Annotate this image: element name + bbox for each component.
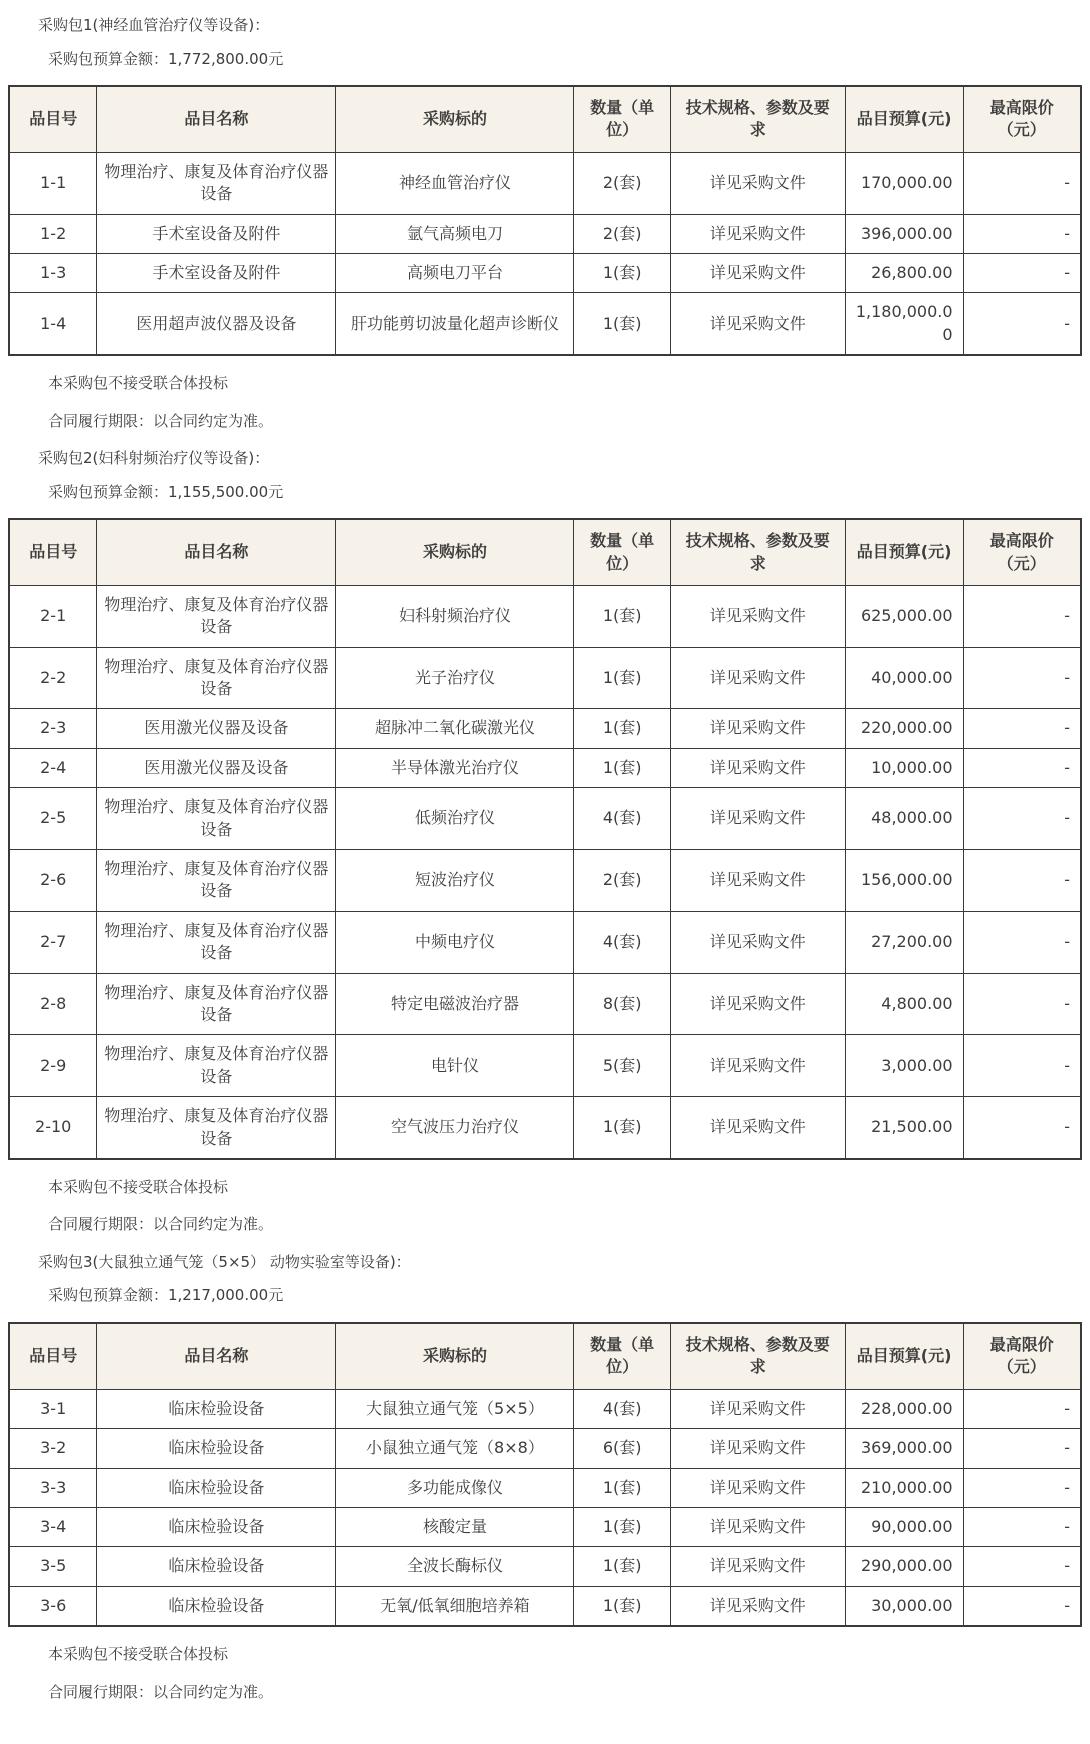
procurement-target-cell: 特定电磁波治疗器 (336, 973, 574, 1035)
tech-spec-cell: 详见采购文件 (670, 585, 845, 647)
item-no-cell: 3-4 (9, 1507, 97, 1546)
column-header: 技术规格、参数及要求 (670, 1323, 845, 1389)
tech-spec-cell: 详见采购文件 (670, 1035, 845, 1097)
item-name-cell: 物理治疗、康复及体育治疗仪器设备 (97, 973, 336, 1035)
table-row (9, 585, 1081, 647)
quantity-cell: 1(套) (574, 253, 670, 292)
tech-spec-cell: 详见采购文件 (670, 850, 845, 912)
table-row (9, 1586, 1081, 1626)
column-header: 技术规格、参数及要求 (670, 519, 845, 585)
tech-spec-cell: 详见采购文件 (670, 293, 845, 355)
table-row (9, 1429, 1081, 1468)
contract-term-note: 合同履行期限：以合同约定为准。 (48, 1682, 274, 1701)
package-section-1 (8, 16, 1082, 431)
column-header: 采购标的 (336, 1323, 574, 1389)
item-budget-cell: 48,000.00 (845, 788, 963, 850)
table-row (9, 253, 1081, 292)
item-no-cell: 3-1 (9, 1389, 97, 1428)
item-no-cell: 3-6 (9, 1586, 97, 1626)
table-row (9, 647, 1081, 709)
item-budget-cell: 228,000.00 (845, 1389, 963, 1428)
procurement-target-cell: 氩气高频电刀 (336, 214, 574, 253)
package-items-table (8, 518, 1082, 1160)
column-header: 品目预算(元) (845, 519, 963, 585)
procurement-target-cell: 电针仪 (336, 1035, 574, 1097)
table-row (9, 788, 1081, 850)
item-name-cell: 物理治疗、康复及体育治疗仪器设备 (97, 585, 336, 647)
max-price-cell: - (963, 1468, 1081, 1507)
item-budget-cell: 4,800.00 (845, 973, 963, 1035)
quantity-cell: 4(套) (574, 1389, 670, 1428)
quantity-cell: 2(套) (574, 850, 670, 912)
item-name-cell: 临床检验设备 (97, 1429, 336, 1468)
column-header: 数量（单位） (574, 1323, 670, 1389)
item-name-cell: 临床检验设备 (97, 1586, 336, 1626)
tech-spec-cell: 详见采购文件 (670, 1389, 845, 1428)
table-row (9, 1507, 1081, 1546)
tech-spec-cell: 详见采购文件 (670, 253, 845, 292)
max-price-cell: - (963, 1547, 1081, 1586)
column-header: 最高限价（元） (963, 519, 1081, 585)
item-budget-cell: 220,000.00 (845, 709, 963, 748)
max-price-cell: - (963, 1429, 1081, 1468)
item-budget-cell: 26,800.00 (845, 253, 963, 292)
quantity-cell: 1(套) (574, 1097, 670, 1159)
procurement-target-cell: 肝功能剪切波量化超声诊断仪 (336, 293, 574, 355)
package-section-2 (8, 449, 1082, 1235)
item-no-cell: 1-4 (9, 293, 97, 355)
header-row (9, 86, 1081, 152)
item-budget-cell: 156,000.00 (845, 850, 963, 912)
no-consortium-note: 本采购包不接受联合体投标 (48, 1645, 229, 1664)
procurement-target-cell: 多功能成像仪 (336, 1468, 574, 1507)
column-header: 技术规格、参数及要求 (670, 86, 845, 152)
package-budget: 采购包预算金额：1,217,000.00元 (48, 1286, 284, 1305)
tech-spec-cell: 详见采购文件 (670, 152, 845, 214)
max-price-cell: - (963, 850, 1081, 912)
column-header: 品目预算(元) (845, 86, 963, 152)
package-items-table (8, 1322, 1082, 1627)
max-price-cell: - (963, 214, 1081, 253)
tech-spec-cell: 详见采购文件 (670, 1097, 845, 1159)
procurement-target-cell: 低频治疗仪 (336, 788, 574, 850)
item-no-cell: 2-5 (9, 788, 97, 850)
tech-spec-cell: 详见采购文件 (670, 647, 845, 709)
quantity-cell: 1(套) (574, 647, 670, 709)
column-header: 采购标的 (336, 86, 574, 152)
item-name-cell: 物理治疗、康复及体育治疗仪器设备 (97, 647, 336, 709)
max-price-cell: - (963, 709, 1081, 748)
max-price-cell: - (963, 748, 1081, 787)
max-price-cell: - (963, 1586, 1081, 1626)
table-row (9, 152, 1081, 214)
package-budget: 采购包预算金额：1,155,500.00元 (48, 482, 284, 501)
column-header: 品目号 (9, 1323, 97, 1389)
column-header: 品目名称 (97, 86, 336, 152)
item-budget-cell: 30,000.00 (845, 1586, 963, 1626)
table-row (9, 1468, 1081, 1507)
procurement-target-cell: 核酸定量 (336, 1507, 574, 1546)
tech-spec-cell: 详见采购文件 (670, 748, 845, 787)
package-section-3 (8, 1253, 1082, 1702)
quantity-cell: 1(套) (574, 293, 670, 355)
max-price-cell: - (963, 293, 1081, 355)
tech-spec-cell: 详见采购文件 (670, 1429, 845, 1468)
column-header: 品目名称 (97, 1323, 336, 1389)
max-price-cell: - (963, 973, 1081, 1035)
item-name-cell: 临床检验设备 (97, 1507, 336, 1546)
quantity-cell: 2(套) (574, 214, 670, 253)
item-budget-cell: 90,000.00 (845, 1507, 963, 1546)
column-header: 品目号 (9, 519, 97, 585)
procurement-target-cell: 神经血管治疗仪 (336, 152, 574, 214)
tech-spec-cell: 详见采购文件 (670, 973, 845, 1035)
procurement-target-cell: 全波长酶标仪 (336, 1547, 574, 1586)
column-header: 品目名称 (97, 519, 336, 585)
item-no-cell: 3-5 (9, 1547, 97, 1586)
max-price-cell: - (963, 253, 1081, 292)
item-budget-cell: 3,000.00 (845, 1035, 963, 1097)
item-name-cell: 物理治疗、康复及体育治疗仪器设备 (97, 911, 336, 973)
max-price-cell: - (963, 788, 1081, 850)
column-header: 品目预算(元) (845, 1323, 963, 1389)
table-row (9, 214, 1081, 253)
procurement-target-cell: 超脉冲二氧化碳激光仪 (336, 709, 574, 748)
package-budget: 采购包预算金额：1,772,800.00元 (48, 49, 284, 68)
procurement-target-cell: 大鼠独立通气笼（5×5） (336, 1389, 574, 1428)
tech-spec-cell: 详见采购文件 (670, 1468, 845, 1507)
column-header: 数量（单位） (574, 86, 670, 152)
procurement-target-cell: 中频电疗仪 (336, 911, 574, 973)
quantity-cell: 1(套) (574, 1507, 670, 1546)
table-row (9, 709, 1081, 748)
item-no-cell: 1-3 (9, 253, 97, 292)
quantity-cell: 5(套) (574, 1035, 670, 1097)
item-name-cell: 物理治疗、康复及体育治疗仪器设备 (97, 850, 336, 912)
quantity-cell: 2(套) (574, 152, 670, 214)
item-no-cell: 1-1 (9, 152, 97, 214)
tech-spec-cell: 详见采购文件 (670, 1507, 845, 1546)
tech-spec-cell: 详见采购文件 (670, 788, 845, 850)
item-name-cell: 物理治疗、康复及体育治疗仪器设备 (97, 1035, 336, 1097)
procurement-target-cell: 无氧/低氧细胞培养箱 (336, 1586, 574, 1626)
item-name-cell: 临床检验设备 (97, 1389, 336, 1428)
item-no-cell: 2-4 (9, 748, 97, 787)
header-row (9, 1323, 1081, 1389)
quantity-cell: 1(套) (574, 585, 670, 647)
table-row (9, 850, 1081, 912)
column-header: 数量（单位） (574, 519, 670, 585)
max-price-cell: - (963, 152, 1081, 214)
table-row (9, 973, 1081, 1035)
max-price-cell: - (963, 585, 1081, 647)
item-name-cell: 医用激光仪器及设备 (97, 748, 336, 787)
table-row (9, 1035, 1081, 1097)
item-budget-cell: 625,000.00 (845, 585, 963, 647)
item-name-cell: 手术室设备及附件 (97, 253, 336, 292)
table-row (9, 911, 1081, 973)
tech-spec-cell: 详见采购文件 (670, 709, 845, 748)
procurement-target-cell: 半导体激光治疗仪 (336, 748, 574, 787)
item-no-cell: 2-3 (9, 709, 97, 748)
table-row (9, 1097, 1081, 1159)
column-header: 最高限价（元） (963, 86, 1081, 152)
tech-spec-cell: 详见采购文件 (670, 214, 845, 253)
table-row (9, 748, 1081, 787)
procurement-target-cell: 小鼠独立通气笼（8×8） (336, 1429, 574, 1468)
item-budget-cell: 396,000.00 (845, 214, 963, 253)
no-consortium-note: 本采购包不接受联合体投标 (48, 374, 229, 393)
package-title: 采购包1(神经血管治疗仪等设备)： (38, 16, 270, 34)
item-budget-cell: 1,180,000.00 (845, 293, 963, 355)
item-no-cell: 2-7 (9, 911, 97, 973)
item-no-cell: 2-10 (9, 1097, 97, 1159)
item-name-cell: 临床检验设备 (97, 1468, 336, 1507)
item-no-cell: 3-3 (9, 1468, 97, 1507)
item-no-cell: 3-2 (9, 1429, 97, 1468)
table-row (9, 293, 1081, 355)
item-name-cell: 物理治疗、康复及体育治疗仪器设备 (97, 788, 336, 850)
quantity-cell: 4(套) (574, 788, 670, 850)
max-price-cell: - (963, 1035, 1081, 1097)
quantity-cell: 1(套) (574, 1547, 670, 1586)
item-budget-cell: 21,500.00 (845, 1097, 963, 1159)
item-budget-cell: 369,000.00 (845, 1429, 963, 1468)
procurement-target-cell: 短波治疗仪 (336, 850, 574, 912)
quantity-cell: 4(套) (574, 911, 670, 973)
item-no-cell: 2-6 (9, 850, 97, 912)
column-header: 品目号 (9, 86, 97, 152)
item-name-cell: 手术室设备及附件 (97, 214, 336, 253)
table-row (9, 1547, 1081, 1586)
item-name-cell: 临床检验设备 (97, 1547, 336, 1586)
contract-term-note: 合同履行期限：以合同约定为准。 (48, 1215, 274, 1234)
item-no-cell: 2-8 (9, 973, 97, 1035)
tech-spec-cell: 详见采购文件 (670, 1586, 845, 1626)
item-name-cell: 物理治疗、康复及体育治疗仪器设备 (97, 1097, 336, 1159)
column-header: 最高限价（元） (963, 1323, 1081, 1389)
item-name-cell: 医用激光仪器及设备 (97, 709, 336, 748)
item-budget-cell: 290,000.00 (845, 1547, 963, 1586)
quantity-cell: 1(套) (574, 748, 670, 787)
item-budget-cell: 27,200.00 (845, 911, 963, 973)
column-header: 采购标的 (336, 519, 574, 585)
package-items-table (8, 85, 1082, 356)
item-budget-cell: 40,000.00 (845, 647, 963, 709)
contract-term-note: 合同履行期限：以合同约定为准。 (48, 411, 274, 430)
procurement-target-cell: 妇科射频治疗仪 (336, 585, 574, 647)
item-no-cell: 1-2 (9, 214, 97, 253)
procurement-target-cell: 空气波压力治疗仪 (336, 1097, 574, 1159)
tech-spec-cell: 详见采购文件 (670, 1547, 845, 1586)
max-price-cell: - (963, 1389, 1081, 1428)
item-budget-cell: 10,000.00 (845, 748, 963, 787)
max-price-cell: - (963, 647, 1081, 709)
max-price-cell: - (963, 911, 1081, 973)
max-price-cell: - (963, 1097, 1081, 1159)
item-budget-cell: 210,000.00 (845, 1468, 963, 1507)
quantity-cell: 1(套) (574, 1586, 670, 1626)
item-no-cell: 2-9 (9, 1035, 97, 1097)
item-no-cell: 2-2 (9, 647, 97, 709)
item-budget-cell: 170,000.00 (845, 152, 963, 214)
no-consortium-note: 本采购包不接受联合体投标 (48, 1177, 229, 1196)
item-name-cell: 医用超声波仪器及设备 (97, 293, 336, 355)
procurement-target-cell: 光子治疗仪 (336, 647, 574, 709)
item-no-cell: 2-1 (9, 585, 97, 647)
quantity-cell: 8(套) (574, 973, 670, 1035)
quantity-cell: 6(套) (574, 1429, 670, 1468)
max-price-cell: - (963, 1507, 1081, 1546)
package-title: 采购包3(大鼠独立通气笼（5×5） 动物实验室等设备)： (38, 1252, 411, 1271)
package-title: 采购包2(妇科射频治疗仪等设备)： (38, 449, 270, 468)
quantity-cell: 1(套) (574, 709, 670, 748)
procurement-target-cell: 高频电刀平台 (336, 253, 574, 292)
tech-spec-cell: 详见采购文件 (670, 911, 845, 973)
quantity-cell: 1(套) (574, 1468, 670, 1507)
item-name-cell: 物理治疗、康复及体育治疗仪器设备 (97, 152, 336, 214)
table-row (9, 1389, 1081, 1428)
header-row (9, 519, 1081, 585)
